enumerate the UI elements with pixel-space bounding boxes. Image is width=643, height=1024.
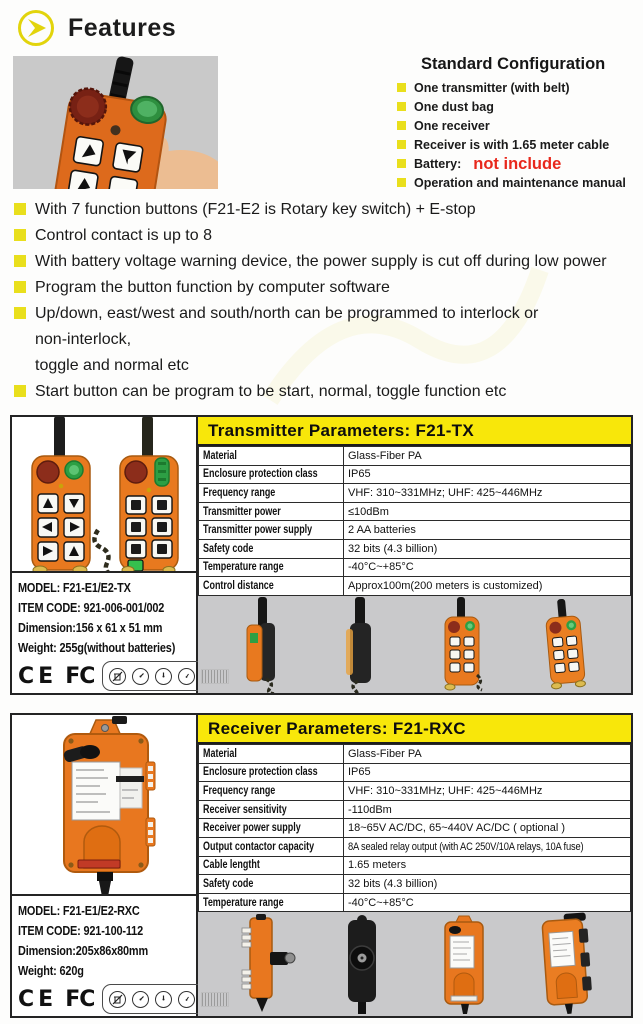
ce-mark: CE [18, 663, 58, 689]
ce-mark: CE [18, 986, 58, 1012]
gauge-icon [132, 991, 149, 1008]
transmitter-params-header: Transmitter Parameters: F21-TX [198, 417, 631, 446]
param-label: Transmitter power [199, 502, 344, 521]
transmitter-pair-illustration [12, 417, 196, 573]
receiver-params-table [198, 744, 631, 912]
barcode-mark [201, 992, 229, 1007]
table-row [199, 484, 631, 503]
feature-item-text: Start button can be program to be start, normal, toggle function etc [35, 383, 507, 400]
param-label: Cable lengtht [199, 856, 344, 875]
config-item-label: Battery: [414, 157, 462, 171]
param-value: Glass-Fiber PA [344, 745, 631, 764]
features-arrow-icon [16, 8, 56, 48]
battery-not-include-note: not include [473, 155, 562, 173]
weight: Weight: 255g(without batteries) [18, 640, 176, 655]
feature-item-text: toggle and normal etc [35, 357, 189, 374]
param-value: -110dBm [344, 800, 631, 819]
fcc-mark: FC [65, 986, 95, 1012]
transmitter-photo-back [328, 596, 394, 693]
table-row [199, 782, 631, 801]
receiver-left-column [12, 715, 198, 1016]
param-label: Receiver power supply [199, 819, 344, 838]
transmitter-model-info [12, 573, 196, 693]
transmitter-photo-strip [198, 596, 631, 693]
transmitter-photo-side [230, 596, 296, 693]
param-label: Frequency range [199, 782, 344, 801]
receiver-photo-side [226, 912, 298, 1016]
barcode-mark [201, 669, 229, 684]
receiver-front-photo [12, 715, 196, 896]
item-code: ITEM CODE: 921-006-001/002 [18, 600, 165, 615]
config-item-label: One receiver [414, 119, 490, 133]
table-row [199, 875, 631, 894]
page-title: Features [68, 13, 177, 42]
transmitter-section [10, 415, 633, 695]
receiver-photo-strip [198, 912, 631, 1016]
config-item [397, 119, 640, 134]
feature-item-text: With battery voltage warning device, the power supply is cut off during low power [35, 253, 607, 270]
clock-icon [155, 668, 172, 685]
dimension: Dimension:205x86x80mm [18, 943, 149, 958]
param-value: Glass-Fiber PA [344, 447, 631, 466]
receiver-photo-back [326, 912, 398, 1016]
receiver-section [10, 713, 633, 1018]
feature-item [14, 304, 638, 324]
param-label: Frequency range [199, 484, 344, 503]
features-list [14, 200, 638, 408]
table-row [199, 465, 631, 484]
receiver-params-header: Receiver Parameters: F21-RXC [198, 715, 631, 744]
bullet-icon [397, 140, 406, 149]
config-item-label: Receiver is with 1.65 meter cable [414, 138, 610, 152]
table-row [199, 893, 631, 912]
table-row [199, 800, 631, 819]
config-item-label: One transmitter (with belt) [414, 81, 570, 95]
clock-icon [155, 991, 172, 1008]
model-number: MODEL: F21-E1/E2-TX [18, 580, 131, 595]
param-label: Material [199, 447, 344, 466]
table-row [199, 577, 631, 596]
bullet-icon [14, 255, 26, 267]
bullet-icon [14, 229, 26, 241]
transmitter-in-hand-illustration [13, 56, 218, 189]
feature-item-text: Up/down, east/west and south/north can be programmed to interlock or [35, 305, 539, 322]
weee-bin-icon [109, 991, 126, 1008]
bullet-icon [397, 121, 406, 130]
param-value: 1.65 meters [344, 856, 631, 875]
table-row [199, 447, 631, 466]
bullet-icon [14, 281, 26, 293]
table-row [199, 837, 631, 856]
certification-row [18, 661, 194, 691]
param-label: Enclosure protection class [199, 465, 344, 484]
param-value: ≤10dBm [344, 502, 631, 521]
param-value: 8A sealed relay output (with AC 250V/10A relays, 10A fuse) [344, 837, 631, 856]
transmitter-params-table [198, 446, 631, 596]
param-value: 18~65V AC/DC, 65~440V AC/DC ( optional ) [344, 819, 631, 838]
param-label: Temperature range [199, 558, 344, 577]
transmitter-right-column [198, 417, 631, 693]
param-label: Receiver sensitivity [199, 800, 344, 819]
table-row [199, 856, 631, 875]
features-header [16, 8, 176, 48]
fcc-mark: FC [65, 663, 95, 689]
feature-item [14, 252, 638, 272]
receiver-right-column [198, 715, 631, 1016]
table-row [199, 745, 631, 764]
transmitter-front-back-photo [12, 417, 196, 573]
standard-configuration-title: Standard Configuration [421, 55, 606, 73]
param-value: IP65 [344, 763, 631, 782]
dimension: Dimension:156 x 61 x 51 mm [18, 620, 163, 635]
table-row [199, 521, 631, 540]
param-label: Control distance [199, 577, 344, 596]
receiver-illustration [12, 715, 196, 896]
bullet-icon [397, 159, 406, 168]
config-item-battery [397, 157, 640, 172]
feature-item [14, 278, 638, 298]
table-row [199, 502, 631, 521]
transmitter-photo-front [427, 596, 497, 693]
meter-icon [178, 668, 195, 685]
feature-item-continuation [14, 330, 638, 350]
config-item [397, 138, 640, 153]
weight: Weight: 620g [18, 963, 84, 978]
weee-bin-icon [109, 668, 126, 685]
bullet-icon [397, 102, 406, 111]
receiver-photo-angled [527, 912, 603, 1016]
param-label: Enclosure protection class [199, 763, 344, 782]
feature-item-text: non-interlock, [35, 331, 132, 348]
config-item [397, 100, 640, 115]
feature-item-text: Control contact is up to 8 [35, 227, 212, 244]
bullet-icon [14, 203, 26, 215]
param-label: Safety code [199, 875, 344, 894]
param-value: Approx100m(200 meters is customized) [344, 577, 631, 596]
transmitter-photo-angled [529, 596, 599, 693]
table-row [199, 819, 631, 838]
param-value: 32 bits (4.3 billion) [344, 539, 631, 558]
param-value: VHF: 310~331MHz; UHF: 425~446MHz [344, 782, 631, 801]
config-item-label: Operation and maintenance manual [414, 176, 626, 190]
table-row [199, 558, 631, 577]
belt-chain [94, 530, 112, 573]
model-number: MODEL: F21-E1/E2-RXC [18, 903, 140, 918]
param-value: -40°C~+85°C [344, 893, 631, 912]
feature-item-text: Program the button function by computer software [35, 279, 390, 296]
bullet-icon [397, 83, 406, 92]
receiver-photo-front [427, 912, 499, 1016]
gauge-icon [132, 668, 149, 685]
config-item-label: One dust bag [414, 100, 494, 114]
item-code: ITEM CODE: 921-100-112 [18, 923, 143, 938]
transmitter-in-hand-photo [13, 56, 218, 189]
feature-item-text: With 7 function buttons (F21-E2 is Rotary key switch) + E-stop [35, 201, 476, 218]
feature-item-continuation [14, 356, 638, 376]
table-row [199, 763, 631, 782]
feature-item [14, 226, 638, 246]
table-row [199, 539, 631, 558]
param-value: VHF: 310~331MHz; UHF: 425~446MHz [344, 484, 631, 503]
standard-configuration [397, 55, 640, 195]
certification-row [18, 984, 194, 1014]
transmitter-left-column [12, 417, 198, 693]
param-value: IP65 [344, 465, 631, 484]
param-value: -40°C~+85°C [344, 558, 631, 577]
param-label: Safety code [199, 539, 344, 558]
config-item [397, 81, 640, 96]
param-value: 2 AA batteries [344, 521, 631, 540]
receiver-model-info [12, 896, 196, 1016]
feature-item [14, 200, 638, 220]
feature-item [14, 382, 638, 402]
param-label: Output contactor capacity [199, 837, 344, 856]
param-label: Temperature range [199, 893, 344, 912]
bullet-icon [397, 178, 406, 187]
param-label: Material [199, 745, 344, 764]
bullet-icon [14, 385, 26, 397]
meter-icon [178, 991, 195, 1008]
param-label: Transmitter power supply [199, 521, 344, 540]
config-item [397, 176, 640, 191]
bullet-icon [14, 307, 26, 319]
param-value: 32 bits (4.3 billion) [344, 875, 631, 894]
